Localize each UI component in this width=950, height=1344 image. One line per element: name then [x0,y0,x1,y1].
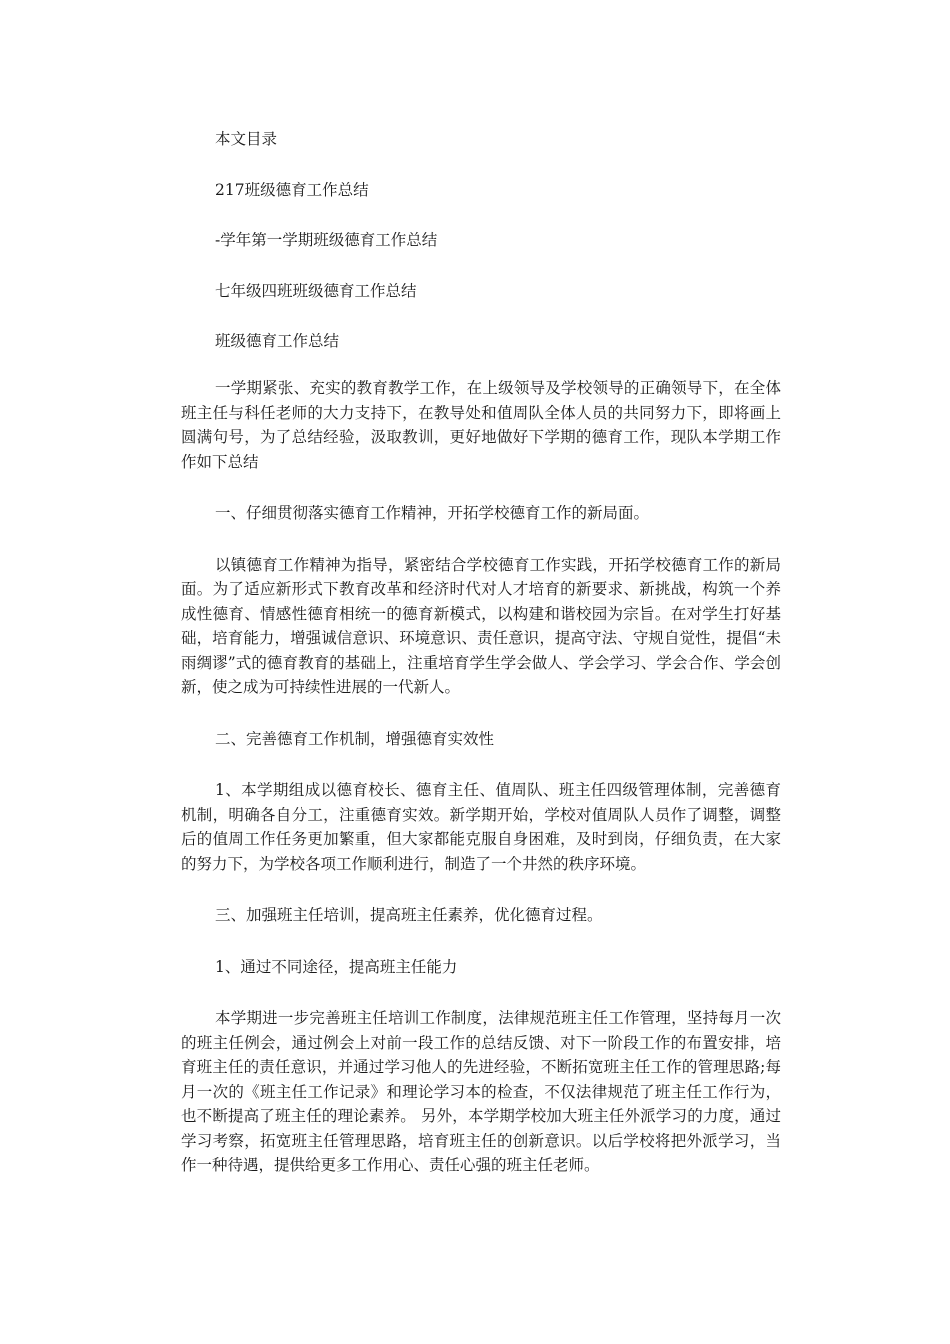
table-of-contents [215,126,735,379]
section-paragraph-3: 本学期进一步完善班主任培训工作制度，法律规范班主任工作管理，坚持每月一次的班主任例会，通过例会上对前一段工作的总结反馈、对下一阶段工作的布置安排，培育班主任的责任意识，并通过学习他人的先进经验，不断拓宽班主任工作的管理思路;每月一次的《班主任工作记录》和理论学习本的检查，不仅法律规范了班主任工作行为，也不断提高了班主任的理论素养。 另外，本学期学校加大班主任外派学习的力度，通过学习考察，拓宽班主任管理思路，培育班主任的创新意识。以后学校将把外派学习，当作一种待遇，提供给更多工作用心、责任心强的班主任老师。 [181,1009,781,1174]
section-heading-2: 二、完善德育工作机制，增强德育实效性 [215,729,495,748]
toc-item: 217班级德育工作总结 [215,180,369,199]
section-paragraph-1: 以镇德育工作精神为指导，紧密结合学校德育工作实践，开拓学校德育工作的新局面。为了适应新形式下教育改革和经济时代对人才培育的新要求、新挑战，构筑一个养成性德育、情感性德育相统一的德育新模式，以构建和谐校园为宗旨。在对学生打好基础，培育能力，增强诚信意识、环境意识、责任意识，提高守法、守规自觉性，提倡“未雨绸谬”式的德育教育的基础上，注重培育学生学会做人、学会学习、学会合作、学会创新，使之成为可持续性进展的一代新人。 [181,555,781,696]
section-heading-3: 三、加强班主任培训，提高班主任素养，优化德育过程。 [215,906,603,924]
toc-title: 本文目录 [215,130,278,148]
section-paragraph-2: 1、本学期组成以德育校长、德育主任、值周队、班主任四级管理体制，完善德育机制，明确各自分工，注重德育实效。新学期开始，学校对值周队人员作了调整，调整后的值周工作任务更加繁重，但大家都能克服自身困难，及时到岗，仔细负责，在大家的努力下，为学校各项工作顺利进行，制造了一个井然的秩序环境。 [181,781,781,873]
toc-item: -学年第一学期班级德育工作总结 [215,231,438,249]
section-subheading-3-1: 1、通过不同途径，提高班主任能力 [215,957,458,976]
intro-paragraph: 一学期紧张、充实的教育教学工作，在上级领导及学校领导的正确领导下，在全体班主任与科任老师的大力支持下，在教导处和值周队全体人员的共同努力下，即将画上圆满句号，为了总结经验，汲取教训，更好地做好下学期的德育工作，现队本学期工作作如下总结 [181,379,781,471]
section-heading-1: 一、仔细贯彻落实德育工作精神，开拓学校德育工作的新局面。 [215,504,650,522]
toc-item: 七年级四班班级德育工作总结 [215,281,417,300]
toc-item: 班级德育工作总结 [215,332,340,350]
document-body [181,376,781,1205]
